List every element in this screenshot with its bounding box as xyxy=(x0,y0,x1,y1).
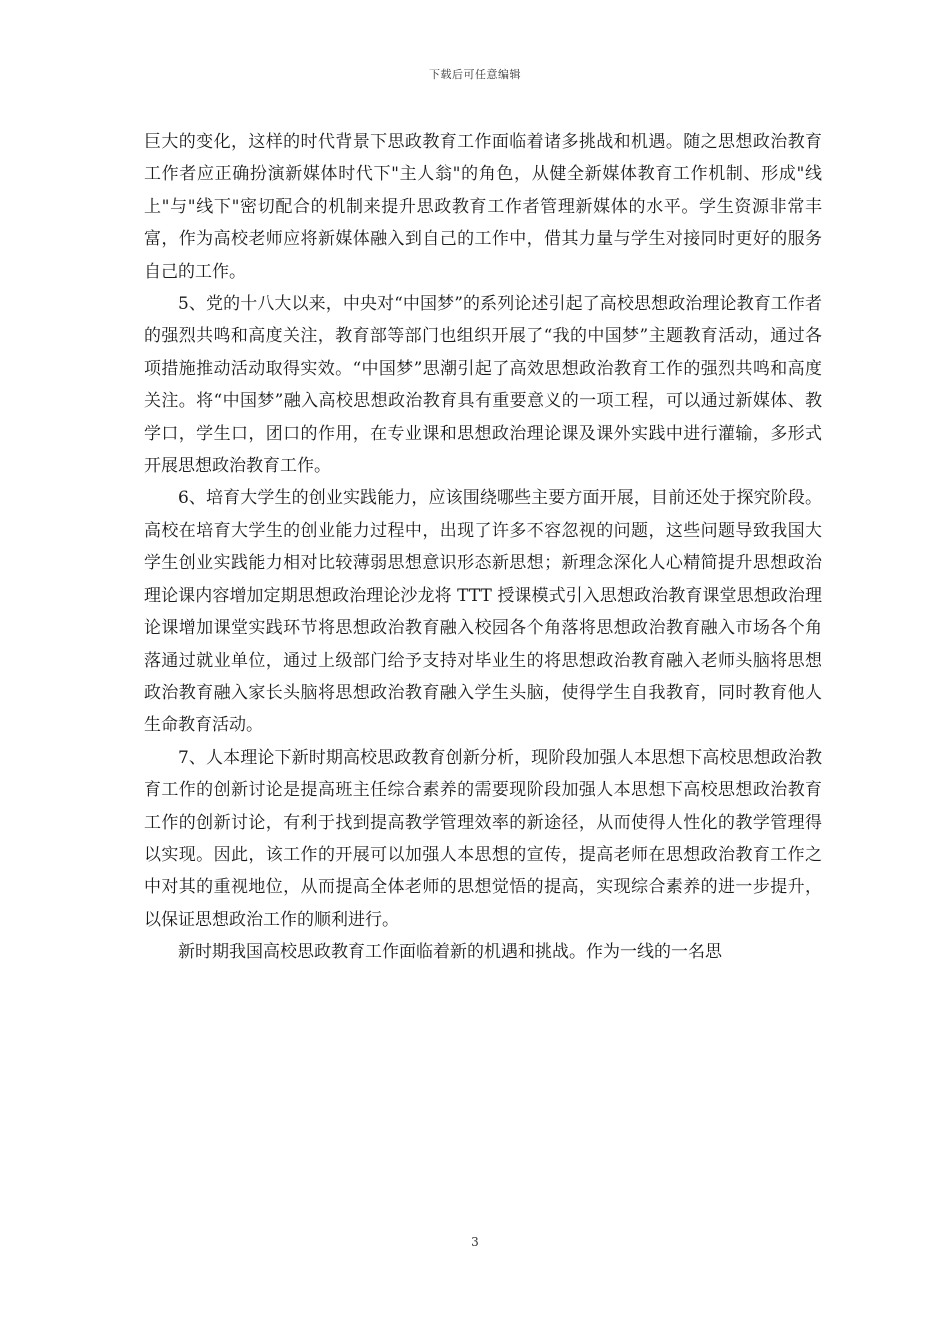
paragraph-item-7: 7、人本理论下新时期高校思政教育创新分析，现阶段加强人本思想下高校思想政治教育工作的创新讨论是提高班主任综合素养的需要现阶段加强人本思想下高校思想政治教育工作的创新讨论，有利于找到提高教学管理效率的新途径，从而使得人性化的教学管理得以实现。因此，该工作的开展可以加强人本思想的宣传，提高老师在思想政治教育工作之中对其的重视地位，从而提高全体老师的思想觉悟的提高，实现综合素养的进一步提升，以保证思想政治工作的顺利进行。 xyxy=(144,747,822,930)
page-header: 下载后可任意编辑 xyxy=(429,68,521,81)
paragraph-continuation: 巨大的变化，这样的时代背景下思政教育工作面临着诸多挑战和机遇。随之思想政治教育工作者应正确扮演新媒体时代下"主人翁"的角色，从健全新媒体教育工作机制、形成"线上"与"线下"密切配合的机制来提升思政教育工作者管理新媒体的水平。学生资源非常丰富，作为高校老师应将新媒体融入到自己的工作中，借其力量与学生对接同时更好的服务自己的工作。 xyxy=(144,132,822,282)
document-body xyxy=(144,126,822,969)
paragraph-item-6: 6、培育大学生的创业实践能力，应该围绕哪些主要方面开展，目前还处于探究阶段。高校在培育大学生的创业能力过程中，出现了许多不容忽视的问题，这些问题导致我国大学生创业实践能力相对比较薄弱思想意识形态新思想；新理念深化人心精简提升思想政治理论课内容增加定期思想政治理论沙龙将 TTT 授课模式引入思想政治教育课堂思想政治理论课增加课堂实践环节将思想政治教育融入校园各个角落将思想政治教育融入市场各个角落通过就业单位，通过上级部门给予支持对毕业生的将思想政治教育融入老师头脑将思想政治教育融入家长头脑将思想政治教育融入学生头脑，使得学生自我教育，同时教育他人生命教育活动。 xyxy=(144,488,822,736)
paragraph-closing: 新时期我国高校思政教育工作面临着新的机遇和挑战。作为一线的一名思 xyxy=(178,942,722,963)
page-number: 3 xyxy=(471,1235,479,1249)
paragraph-item-5: 5、党的十八大以来，中央对“中国梦”的系列论述引起了高校思想政治理论教育工作者的强烈共鸣和高度关注，教育部等部门也组织开展了“我的中国梦”主题教育活动，通过各项措施推动活动取得实效。“中国梦”思潮引起了高效思想政治教育工作的强烈共鸣和高度关注。将“中国梦”融入高校思想政治教育具有重要意义的一项工程，可以通过新媒体、教学口，学生口，团口的作用，在专业课和思想政治理论课及课外实践中进行灌输，多形式开展思想政治教育工作。 xyxy=(144,294,822,477)
